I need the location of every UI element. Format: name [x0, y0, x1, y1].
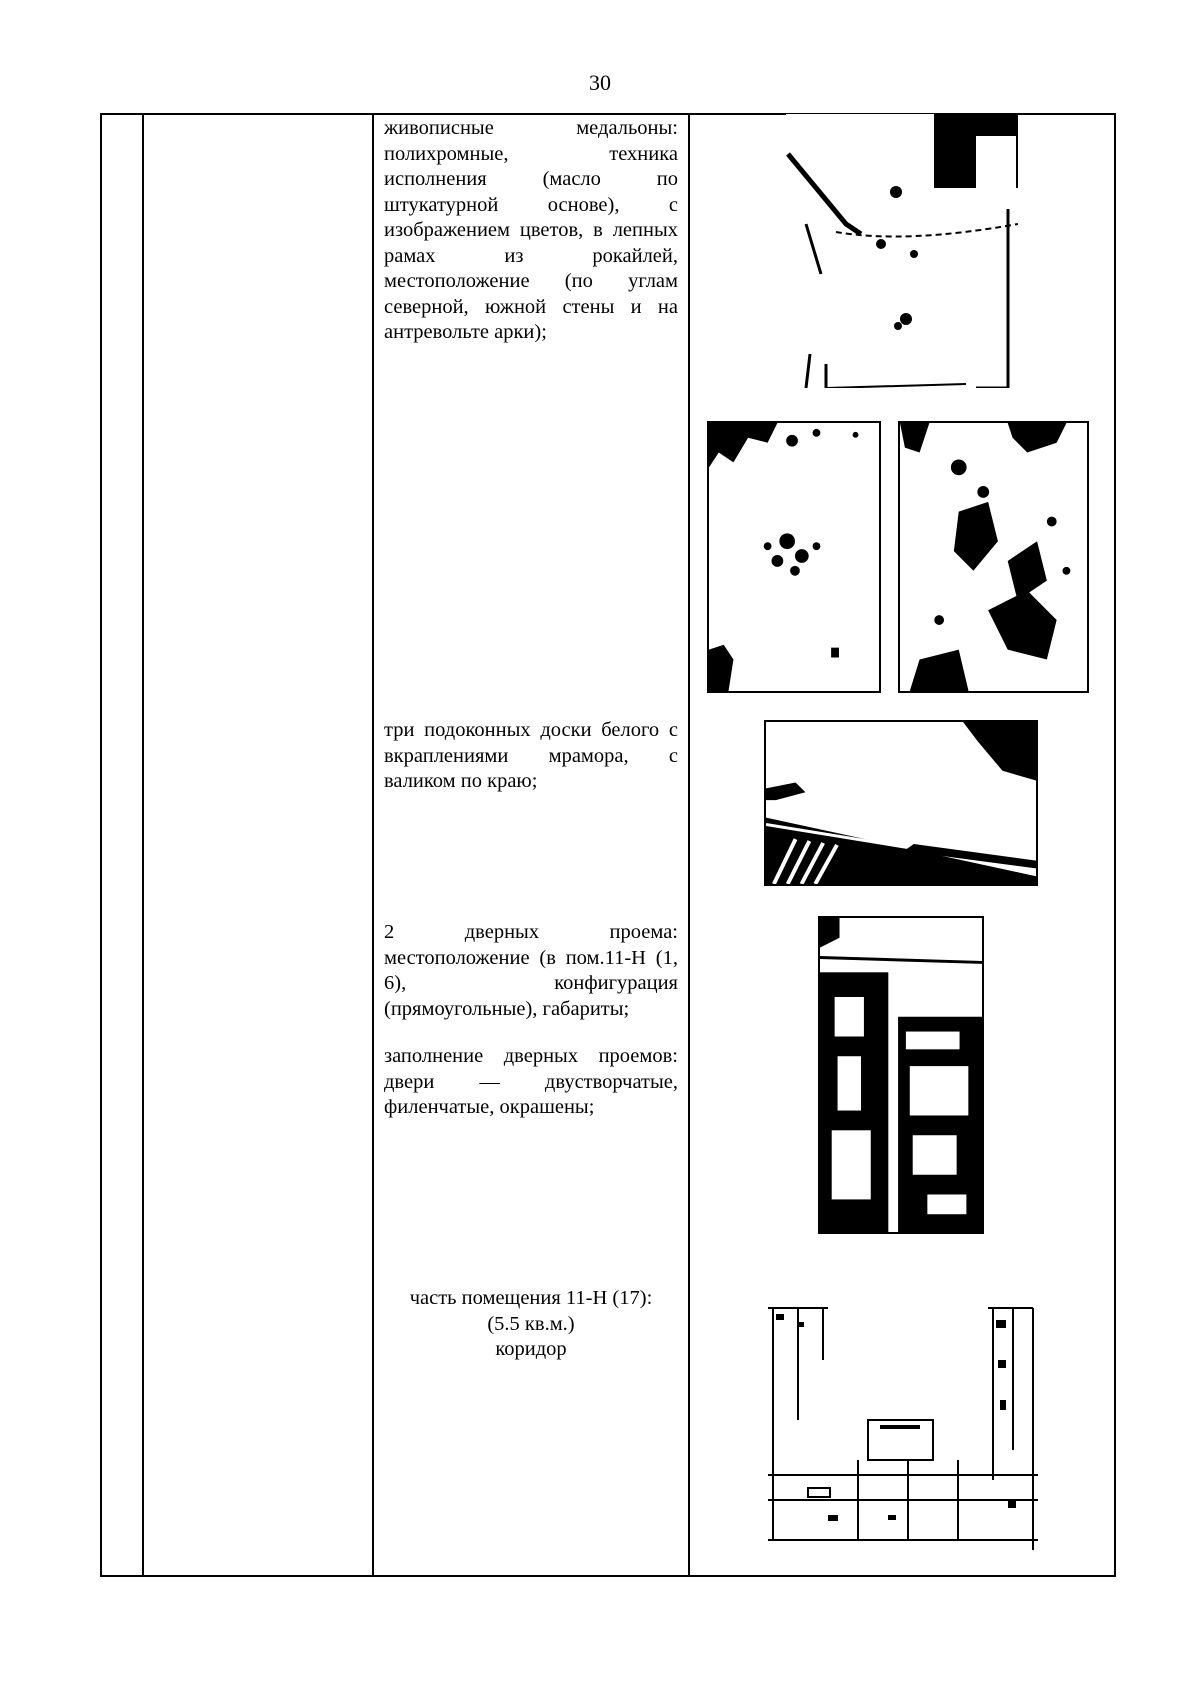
page-number: 30 — [589, 70, 611, 95]
room-part-block — [384, 1286, 678, 1363]
medallion-arch-photo — [786, 114, 1018, 388]
room-area: (5.5 кв.м.) — [487, 1312, 575, 1335]
table-column-divider — [688, 113, 690, 1577]
table-column-divider — [372, 113, 374, 1577]
window-sills-description: три подоконных доски белого с вкраплениями мрамора, с валиком по краю; — [384, 719, 678, 792]
medallions-description: живописные медальоны: полихромные, техника исполнения (масло по штукатурной основе), с изображением цветов, в лепных рамах из рокайлей, местоположение (по углам северной, южной стены и на антревольте арки); — [384, 117, 678, 343]
window-sill-photo — [764, 720, 1038, 886]
medallion-flowers-photo — [898, 421, 1089, 693]
medallion-closeup-photo — [707, 421, 881, 693]
door-fill-description: заполнение дверных проемов: двери — двустворчатые, филенчатые, окрашены; — [384, 1045, 678, 1118]
room-type: коридор — [495, 1338, 567, 1360]
door-openings-description: 2 дверных проема: местоположение (в пом.11-Н (1, 6), конфигурация (прямоугольные), габариты; — [384, 921, 678, 1020]
floor-plan-photo — [768, 1300, 1038, 1560]
table-column-divider — [142, 113, 144, 1577]
door-opening-photo — [818, 916, 984, 1234]
room-part-title: часть помещения 11-Н (17): — [409, 1287, 653, 1309]
